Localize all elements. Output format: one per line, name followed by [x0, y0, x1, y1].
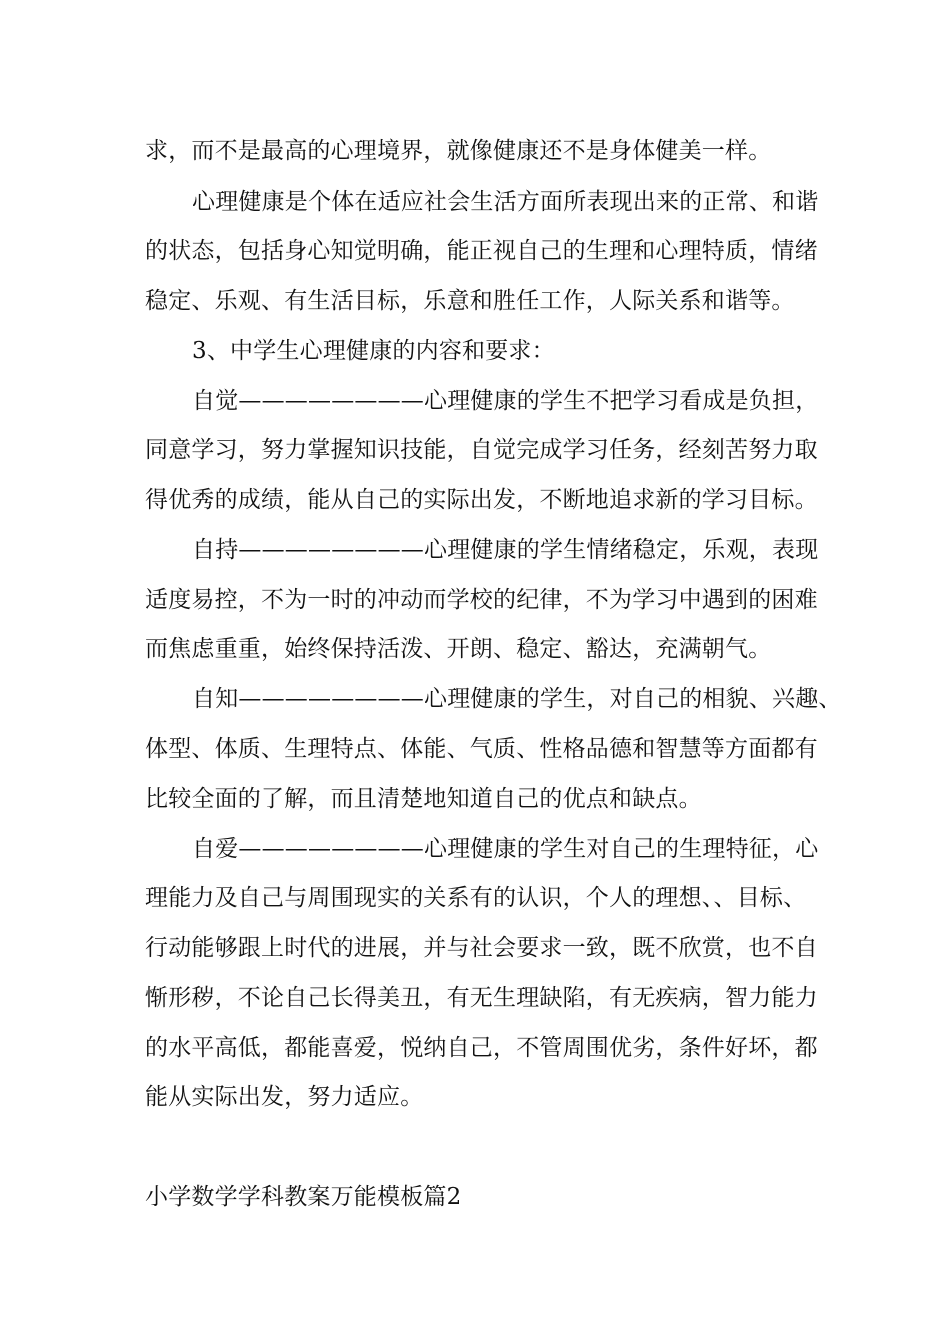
section-title: 小学数学学科教案万能模板篇2	[145, 1184, 462, 1210]
text-line: 体型、体质、生理特点、体能、气质、性格品德和智慧等方面都有	[145, 736, 818, 762]
text-line: 自知————————心理健康的学生，对自己的相貌、兴趣、	[192, 686, 842, 712]
section-heading: 3、中学生心理健康的内容和要求：	[192, 338, 555, 364]
text-line: 得优秀的成绩，能从自己的实际出发，不断地追求新的学习目标。	[145, 487, 818, 513]
text-line: 的水平高低，都能喜爱，悦纳自己，不管周围优劣，条件好坏，都	[145, 1035, 818, 1061]
text-line: 的状态，包括身心知觉明确，能正视自己的生理和心理特质，情绪	[145, 238, 818, 264]
text-line: 比较全面的了解，而且清楚地知道自己的优点和缺点。	[145, 786, 702, 812]
text-line: 而焦虑重重，始终保持活泼、开朗、稳定、豁达，充满朝气。	[145, 636, 772, 662]
text-line: 稳定、乐观、有生活目标，乐意和胜任工作，人际关系和谐等。	[145, 288, 795, 314]
text-line: 能从实际出发，努力适应。	[145, 1084, 424, 1110]
text-line: 行动能够跟上时代的进展，并与社会要求一致，既不欣赏，也不自	[145, 935, 818, 961]
text-line: 同意学习，努力掌握知识技能，自觉完成学习任务，经刻苦努力取	[145, 437, 818, 463]
text-line: 求，而不是最高的心理境界，就像健康还不是身体健美一样。	[145, 138, 772, 164]
text-line: 自爱————————心理健康的学生对自己的生理特征，心	[192, 836, 819, 862]
text-line: 心理健康是个体在适应社会生活方面所表现出来的正常、和谐	[192, 189, 819, 215]
text-line: 惭形秽，不论自己长得美丑，有无生理缺陷，有无疾病，智力能力	[145, 985, 818, 1011]
text-line: 理能力及自己与周围现实的关系有的认识，个人的理想、、目标、	[145, 885, 807, 911]
text-line: 适度易控，不为一时的冲动而学校的纪律，不为学习中遇到的困难	[145, 587, 818, 613]
text-line: 自觉————————心理健康的学生不把学习看成是负担，	[192, 388, 819, 414]
text-line: 自持————————心理健康的学生情绪稳定，乐观，表现	[192, 537, 819, 563]
